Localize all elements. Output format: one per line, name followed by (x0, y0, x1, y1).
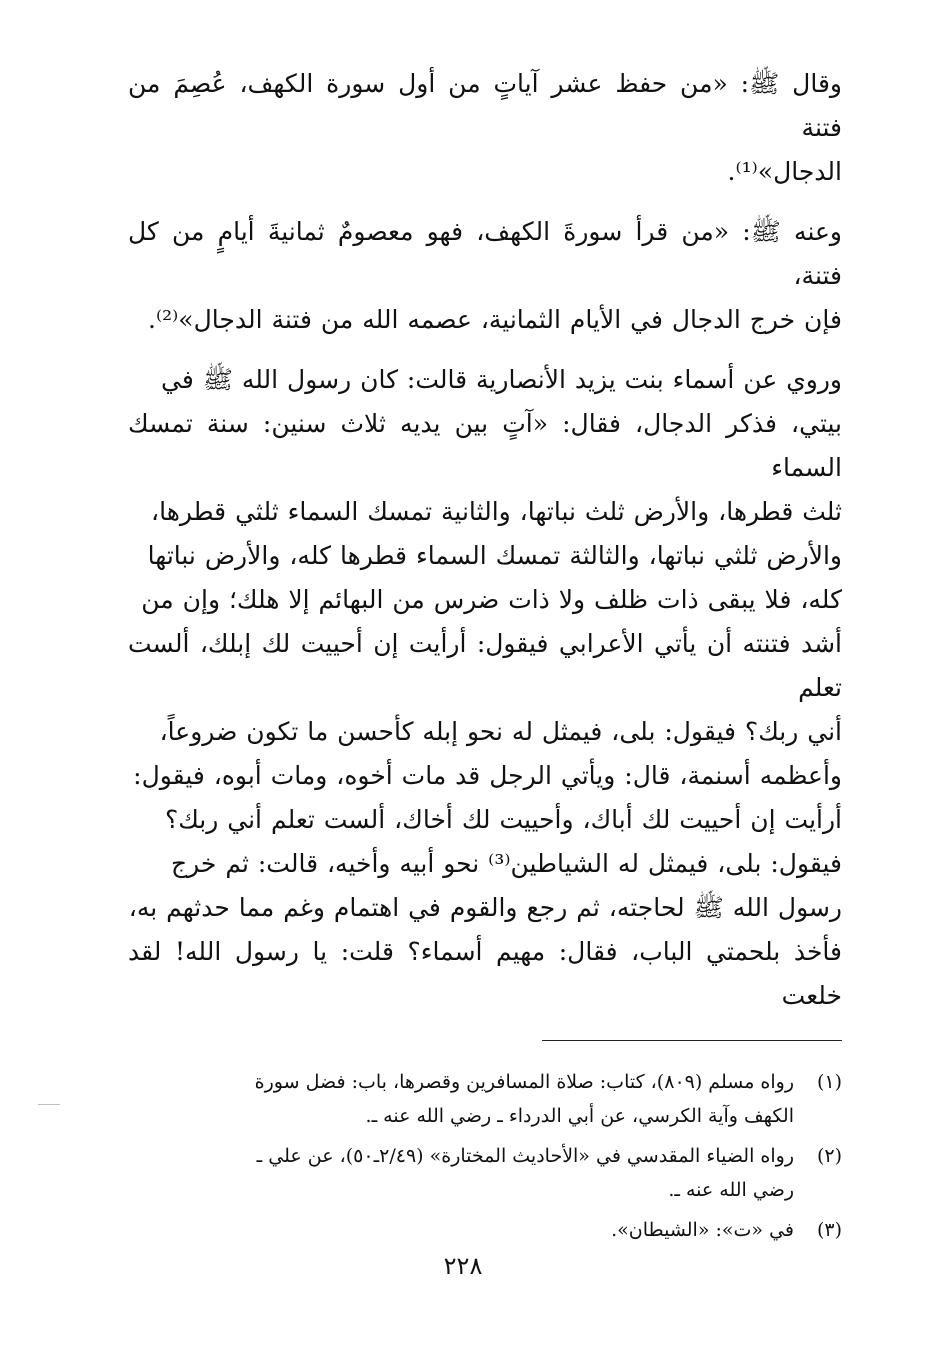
paragraph-3 (128, 358, 842, 1018)
text-line: الدجال»⁽¹⁾. (727, 157, 842, 186)
text-line: أرأيت إن أحييت لك أباك، وأحييت لك أخاك، ألست تعلم أني ربك؟ (164, 805, 842, 834)
text-line: فإن خرج الدجال في الأيام الثمانية، عصمه الله من فتنة الدجال»⁽²⁾. (148, 305, 842, 334)
footnotes (128, 1065, 842, 1247)
footnote-line: رضي الله عنه ـ. (668, 1179, 794, 1201)
page-number: ٢٢٨ (443, 1252, 483, 1280)
footnote-line: رواه مسلم (٨٠٩)، كتاب: صلاة المسافرين وقصرها، باب: فضل سورة (254, 1071, 794, 1093)
footnote-1 (128, 1065, 842, 1133)
footnote-text (128, 1139, 794, 1207)
paragraph-2 (128, 210, 842, 342)
footnote-text (128, 1065, 794, 1133)
text-line: وأعظمه أسنمة، قال: ويأتي الرجل قد مات أخوه، ومات أبوه، فيقول: (133, 761, 842, 790)
footnote-separator (542, 1040, 842, 1041)
text-line: وروي عن أسماء بنت يزيد الأنصارية قالت: كان رسول الله ﷺ في (160, 365, 842, 394)
footnote-2 (128, 1139, 842, 1207)
body-text (128, 62, 842, 1018)
text-line: وقال ﷺ: «من حفظ عشر آياتٍ من أول سورة الكهف، عُصِمَ من فتنة (128, 69, 842, 142)
text-line: كله، فلا يبقى ذات ظلف ولا ذات ضرس من البهائم إلا هلك؛ وإن من (141, 585, 842, 614)
text-line: وعنه ﷺ: «من قرأ سورةَ الكهف، فهو معصومٌ ثمانيةَ أيامٍ من كل فتنة، (128, 217, 842, 290)
book-page (128, 62, 842, 1302)
text-line: ثلث قطرها، والأرض ثلث نباتها، والثانية تمسك السماء ثلثي قطرها، (151, 497, 842, 526)
text-line: بيتي، فذكر الدجال، فقال: «آتٍ بين يديه ثلاث سنين: سنة تمسك السماء (128, 409, 842, 482)
footnote-line: رواه الضياء المقدسي في «الأحاديث المختارة» (٢/٤٩ـ٥٠)، عن علي ـ (256, 1145, 794, 1167)
footnote-line: الكهف وآية الكرسي، عن أبي الدرداء ـ رضي الله عنه ـ. (365, 1105, 794, 1127)
footnote-number: (١) (816, 1071, 842, 1093)
margin-mark (38, 1104, 60, 1105)
footnote-line: في «ت»: «الشيطان». (611, 1219, 794, 1241)
footnote-number: (٢) (816, 1145, 842, 1167)
text-line: والأرض ثلثي نباتها، والثالثة تمسك السماء قطرها كله، والأرض نباتها (147, 541, 842, 570)
text-line: أني ربك؟ فيقول: بلى، فيمثل له نحو إبله كأحسن ما تكون ضروعاً، (159, 717, 842, 746)
text-line: فأخذ بلحمتي الباب، فقال: مهيم أسماء؟ قلت: يا رسول الله! لقد خلعت (128, 937, 842, 1010)
text-line: فيقول: بلى، فيمثل له الشياطين⁽³⁾ نحو أبيه وأخيه، قالت: ثم خرج (171, 849, 842, 878)
footnote-text (128, 1213, 794, 1247)
text-line: رسول الله ﷺ لحاجته، ثم رجع والقوم في اهتمام وغم مما حدثهم به، (128, 893, 842, 922)
paragraph-1 (128, 62, 842, 194)
footnote-number: (٣) (816, 1219, 842, 1241)
text-line: أشد فتنته أن يأتي الأعرابي فيقول: أرأيت إن أحييت لك إبلك، ألست تعلم (128, 629, 842, 702)
footnote-3 (128, 1213, 842, 1247)
